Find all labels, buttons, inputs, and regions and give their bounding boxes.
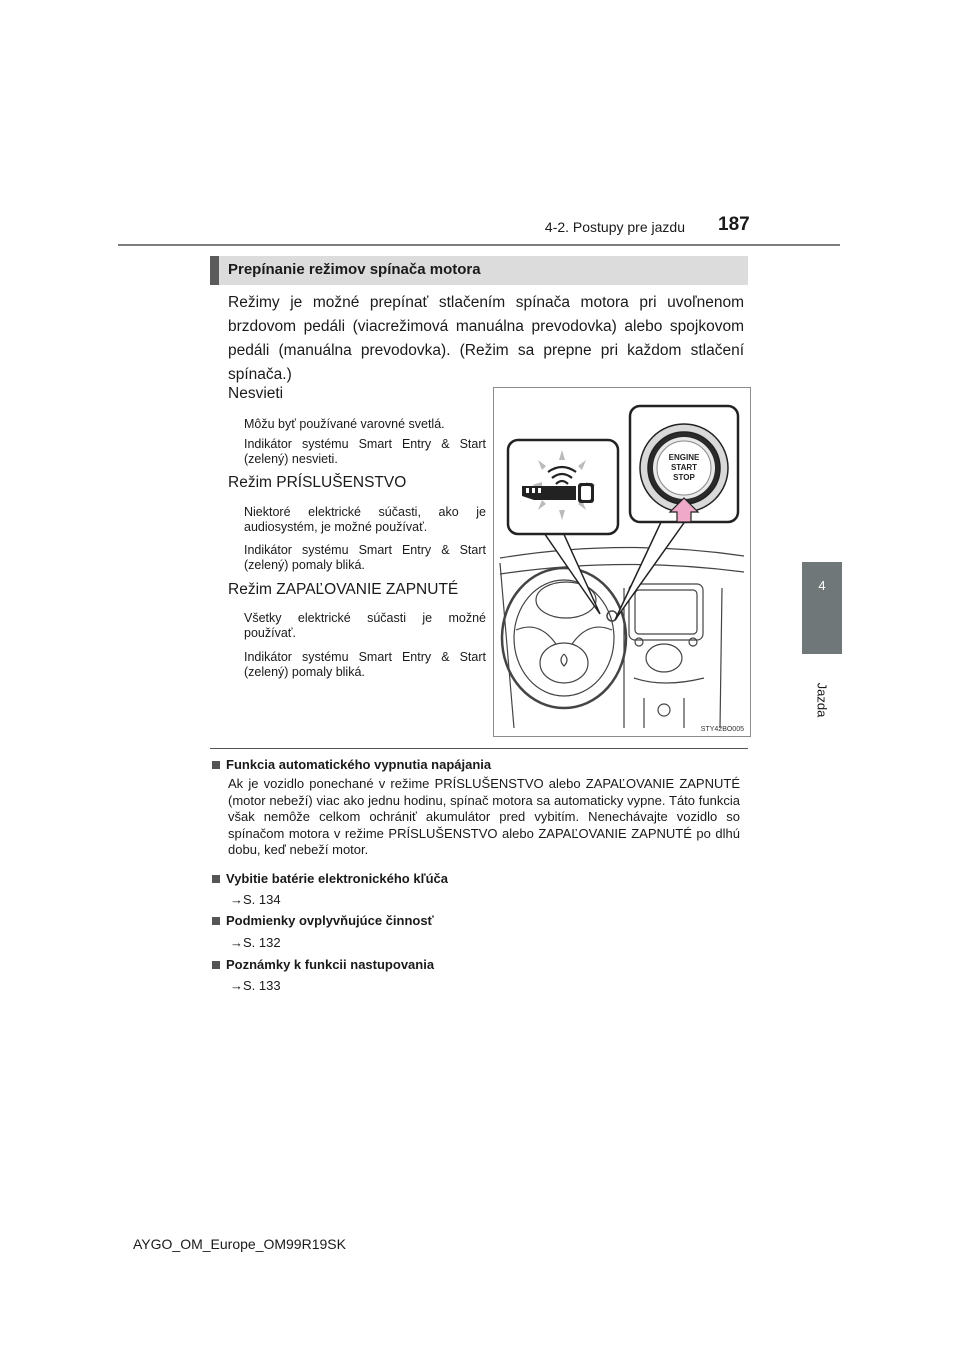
figure-id: STY42BO005 — [700, 726, 744, 733]
note-title-entry-text: Poznámky k funkcii nastupovania — [226, 957, 435, 972]
mode-ignition-line-1: Všetky elektrické súčasti je možné používať. — [244, 611, 486, 640]
mode-off-line-1: Môžu byť používané varovné svetlá. — [244, 417, 445, 431]
notes-rule — [210, 748, 748, 749]
page-number: 187 — [718, 214, 750, 235]
note-title-conditions-text: Podmienky ovplyvňujúce činnosť — [226, 913, 434, 928]
note-title-entry — [212, 957, 434, 972]
button-label-line-1: ENGINE — [668, 453, 700, 462]
chapter-label-text: Jazda — [814, 682, 830, 718]
button-label-line-3: STOP — [673, 473, 695, 482]
intro-paragraph: Režimy je možné prepínať stlačením spínača motora pri uvoľnenom brzdovom pedáli (viacrežimová manuálna prevodovka) alebo spojkovom pedáli (manuálna prevodovka). (Režim sa prepne pri každom stlačení spínača.) — [228, 294, 744, 383]
dashboard-drawing — [494, 388, 750, 736]
note-title-auto-off — [212, 757, 491, 772]
note-title-battery-text: Vybitie batérie elektronického kľúča — [226, 871, 449, 886]
square-bullet-icon — [212, 761, 220, 769]
note-title-auto-off-text: Funkcia automatického vypnutia napájania — [226, 757, 492, 772]
note-title-conditions — [212, 913, 434, 928]
mode-title-ignition: Režim ZAPAĽOVANIE ZAPNUTÉ — [228, 581, 459, 598]
mode-title-off: Nesvieti — [228, 385, 284, 402]
section-heading-bar — [210, 256, 219, 285]
dashboard-illustration — [493, 387, 751, 737]
note-ref-entry[interactable]: →S. 133 — [230, 978, 281, 993]
note-body-auto-off: Ak je vozidlo ponechané v režime PRÍSLUŠENSTVO alebo ZAPAĽOVANIE ZAPNUTÉ (motor nebeží) viac ako jednu hodinu, spínač motora sa automaticky vypne. Táto funkcia však nemôže celkom ochrániť akumulátor pred vybitím. Nenechávajte vozidlo so spínačom motora v režime PRÍSLUŠENSTVO alebo ZAPAĽOVANIE ZAPNUTÉ po dlhú dobu, keď nebeží motor. — [228, 776, 740, 857]
square-bullet-icon — [212, 875, 220, 883]
running-header-section: 4-2. Postupy pre jazdu — [544, 219, 685, 235]
chapter-number: 4 — [818, 578, 826, 593]
chapter-label — [805, 670, 839, 730]
mode-ignition-line-2: Indikátor systému Smart Entry & Start (zelený) pomaly bliká. — [244, 650, 486, 679]
note-ref-conditions[interactable]: →S. 132 — [230, 935, 281, 950]
chapter-tab — [802, 562, 842, 654]
note-title-battery — [212, 871, 448, 886]
header-rule — [118, 244, 840, 246]
section-heading — [210, 256, 748, 285]
section-title: Prepínanie režimov spínača motora — [228, 261, 481, 278]
note-ref-battery[interactable]: →S. 134 — [230, 892, 281, 907]
mode-title-accessory: Režim PRÍSLUŠENSTVO — [228, 474, 407, 491]
mode-off-line-2: Indikátor systému Smart Entry & Start (zelený) nesvieti. — [244, 437, 486, 466]
square-bullet-icon — [212, 961, 220, 969]
document-footer: AYGO_OM_Europe_OM99R19SK — [133, 1236, 346, 1252]
square-bullet-icon — [212, 917, 220, 925]
mode-accessory-line-1: Niektoré elektrické súčasti, ako je audiosystém, je možné používať. — [244, 505, 486, 534]
mode-accessory-line-2: Indikátor systému Smart Entry & Start (zelený) pomaly bliká. — [244, 543, 486, 572]
button-label-line-2: START — [670, 463, 698, 472]
